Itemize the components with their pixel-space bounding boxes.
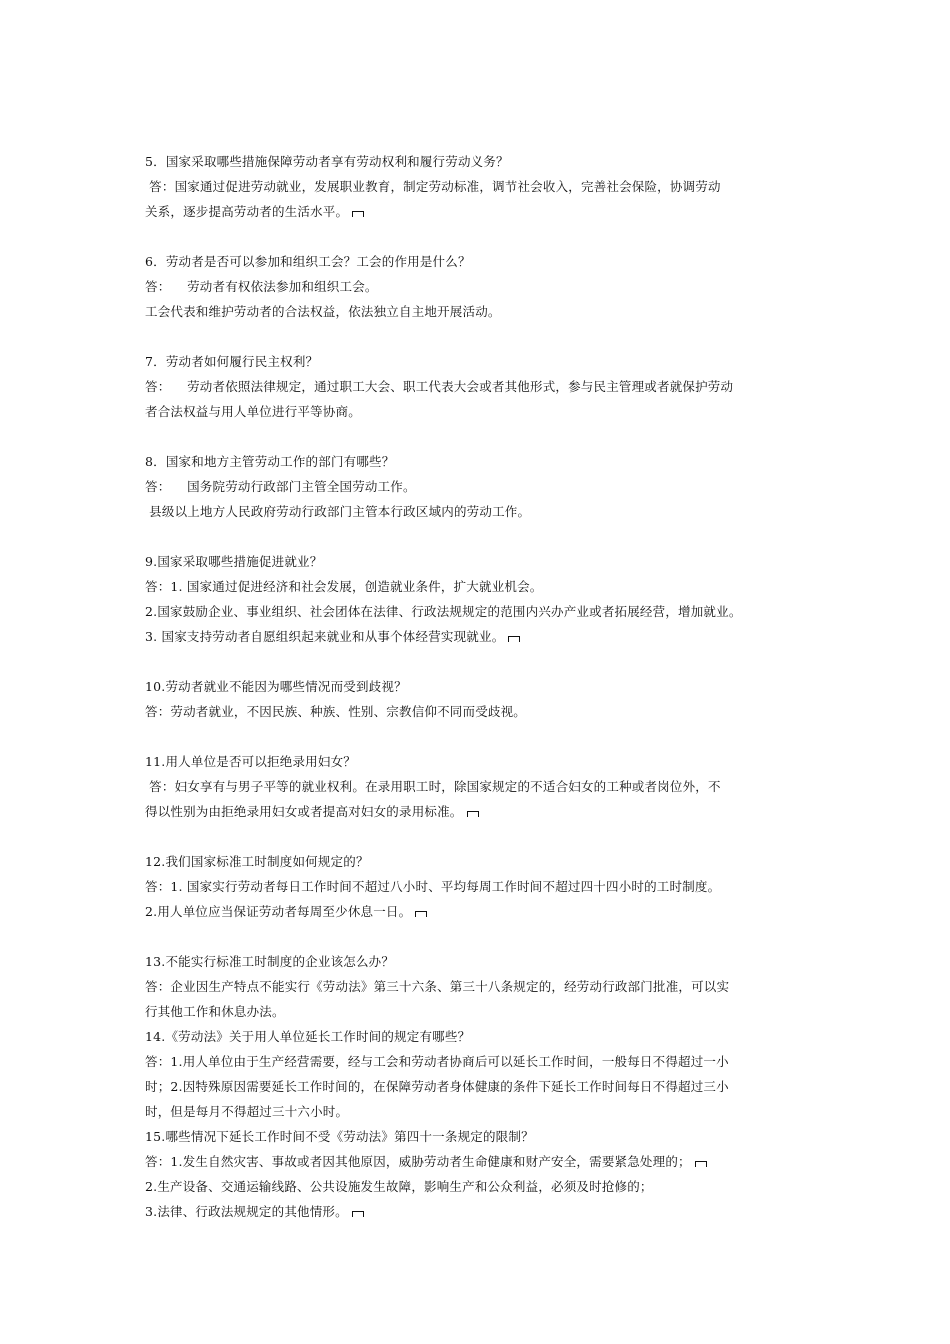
line-text: 答：国家通过促进劳动就业，发展职业教育，制定劳动标准，调节社会收入，完善社会保险，协调劳动	[145, 179, 721, 194]
text-line	[145, 579, 543, 595]
line-text: 8．国家和地方主管劳动工作的部门有哪些？	[145, 454, 395, 469]
text-line	[145, 679, 407, 695]
line-text: 9.国家采取哪些措施促进就业？	[145, 554, 323, 569]
text-line	[145, 404, 361, 420]
paragraph-mark-icon	[352, 1211, 364, 1217]
text-line	[145, 1204, 364, 1220]
text-line	[145, 704, 526, 720]
paragraph-mark-icon	[352, 211, 364, 217]
text-line	[145, 454, 394, 470]
text-line	[145, 979, 729, 995]
text-line	[145, 204, 364, 220]
text-line	[145, 379, 733, 395]
line-text: 答：劳动者就业，不因民族、种族、性别、宗教信仰不同而受歧视。	[145, 704, 527, 719]
line-text: 3. 国家支持劳动者自愿组织起来就业和从事个体经营实现就业。	[145, 629, 505, 644]
line-text: 2.用人单位应当保证劳动者每周至少休息一日。	[145, 904, 412, 919]
line-text: 工会代表和维护劳动者的合法权益，依法独立自主地开展活动。	[145, 304, 501, 319]
text-line	[145, 1154, 707, 1170]
text-line	[145, 304, 501, 320]
text-line	[145, 1104, 348, 1120]
text-line	[145, 254, 471, 270]
line-text: 答：1. 国家实行劳动者每日工作时间不超过八小时、平均每周工作时间不超过四十四小时的工时制度。	[145, 879, 721, 894]
text-line	[145, 154, 509, 170]
line-text: 答：企业因生产特点不能实行《劳动法》第三十六条、第三十八条规定的，经劳动行政部门批准，可以实	[145, 979, 730, 994]
text-line	[145, 1129, 534, 1145]
line-text: 6．劳动者是否可以参加和组织工会？工会的作用是什么？	[145, 254, 471, 269]
line-text: 13.不能实行标准工时制度的企业该怎么办？	[145, 954, 395, 969]
text-line	[145, 1054, 729, 1070]
text-line	[145, 879, 720, 895]
text-line	[145, 1079, 729, 1095]
paragraph-mark-icon	[508, 636, 520, 642]
line-text: 7．劳动者如何履行民主权利？	[145, 354, 319, 369]
text-line	[145, 604, 742, 620]
text-line	[145, 1004, 285, 1020]
line-text: 答： 劳动者依照法律规定，通过职工大会、职工代表大会或者其他形式，参与民主管理或者就保护劳动	[145, 379, 734, 394]
text-line	[145, 279, 378, 295]
line-text: 关系，逐步提高劳动者的生活水平。	[145, 204, 349, 219]
text-line	[145, 779, 721, 795]
line-text: 答： 国务院劳动行政部门主管全国劳动工作。	[145, 479, 416, 494]
line-text: 2.国家鼓励企业、事业组织、社会团体在法律、行政法规规定的范围内兴办产业或者拓展经营，增加就业。	[145, 604, 742, 619]
line-text: 15.哪些情况下延长工作时间不受《劳动法》第四十一条规定的限制？	[145, 1129, 534, 1144]
line-text: 答： 劳动者有权依法参加和组织工会。	[145, 279, 378, 294]
text-line	[145, 504, 530, 520]
line-text: 答：妇女享有与男子平等的就业权利。在录用职工时，除国家规定的不适合妇女的工种或者岗位外，不	[145, 779, 721, 794]
line-text: 答：1. 国家通过促进经济和社会发展，创造就业条件，扩大就业机会。	[145, 579, 543, 594]
text-line	[145, 1179, 653, 1195]
text-line	[145, 1029, 470, 1045]
line-text: 3.法律、行政法规规定的其他情形。	[145, 1204, 348, 1219]
text-line	[145, 754, 356, 770]
line-text: 2.生产设备、交通运输线路、公共设施发生故障，影响生产和公众利益，必须及时抢修的；	[145, 1179, 653, 1194]
text-line	[145, 904, 427, 920]
text-line	[145, 854, 369, 870]
line-text: 县级以上地方人民政府劳动行政部门主管本行政区域内的劳动工作。	[145, 504, 531, 519]
line-text: 10.劳动者就业不能因为哪些情况而受到歧视？	[145, 679, 407, 694]
line-text: 得以性别为由拒绝录用妇女或者提高对妇女的录用标准。	[145, 804, 463, 819]
line-text: 14.《劳动法》关于用人单位延长工作时间的规定有哪些？	[145, 1029, 471, 1044]
text-line	[145, 629, 520, 645]
text-line	[145, 554, 322, 570]
line-text: 时，但是每月不得超过三十六小时。	[145, 1104, 349, 1119]
line-text: 11.用人单位是否可以拒绝录用妇女？	[145, 754, 356, 769]
text-line	[145, 354, 318, 370]
line-text: 12.我们国家标准工时制度如何规定的？	[145, 854, 369, 869]
text-line	[145, 804, 479, 820]
paragraph-mark-icon	[695, 1161, 707, 1167]
text-line	[145, 954, 394, 970]
line-text: 行其他工作和休息办法。	[145, 1004, 285, 1019]
line-text: 答：1.发生自然灾害、事故或者因其他原因，威胁劳动者生命健康和财产安全，需要紧急处理的；	[145, 1154, 691, 1169]
line-text: 时；2.因特殊原因需要延长工作时间的，在保障劳动者身体健康的条件下延长工作时间每日不得超过三小	[145, 1079, 729, 1094]
paragraph-mark-icon	[467, 811, 479, 817]
line-text: 5．国家采取哪些措施保障劳动者享有劳动权利和履行劳动义务？	[145, 154, 509, 169]
line-text: 答：1.用人单位由于生产经营需要，经与工会和劳动者协商后可以延长工作时间，一般每日不得超过一小	[145, 1054, 729, 1069]
text-line	[145, 479, 416, 495]
paragraph-mark-icon	[415, 911, 427, 917]
line-text: 者合法权益与用人单位进行平等协商。	[145, 404, 361, 419]
text-line	[145, 179, 721, 195]
